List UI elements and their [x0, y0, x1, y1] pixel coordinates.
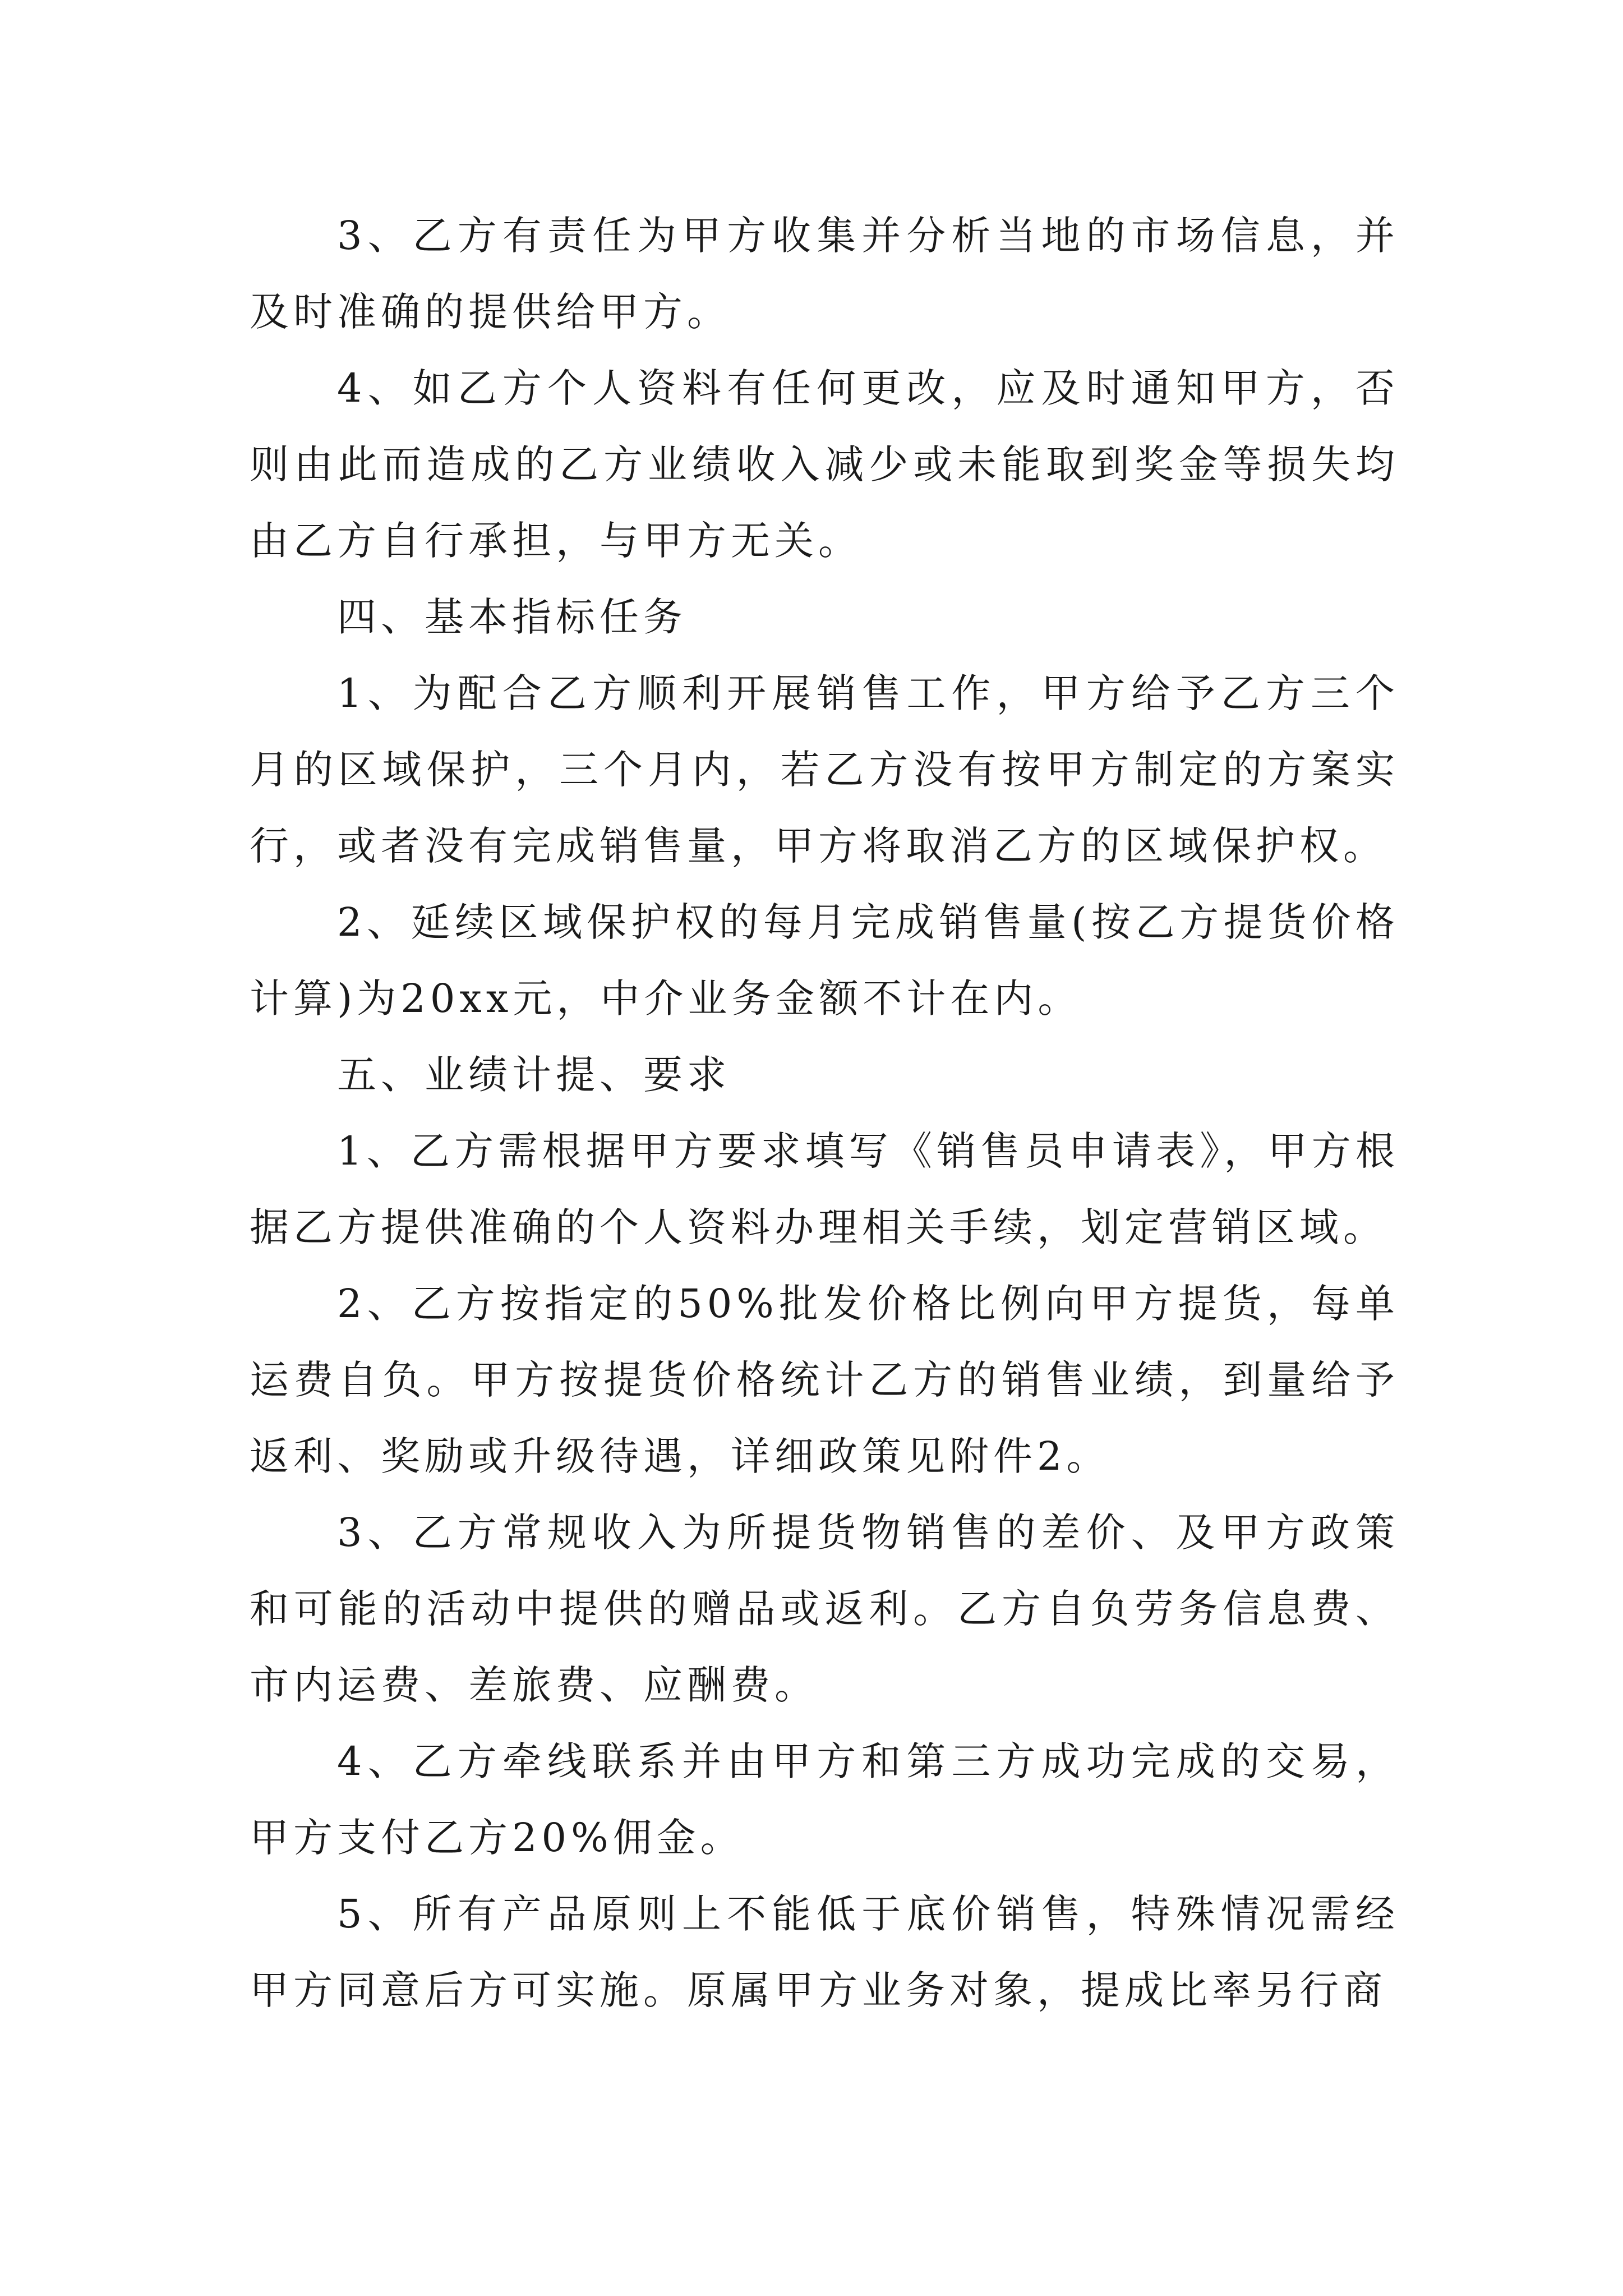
section-heading-5: 五、业绩计提、要求: [337, 1052, 731, 1098]
document-body: [250, 197, 1399, 2028]
paragraph-1-application-form: 1、乙方需根据甲方要求填写《销售员申请表》，甲方根据乙方提供准确的个人资料办理相关手续，划定营销区域。: [250, 1128, 1399, 1250]
paragraph-5-pricing-rule: 5、所有产品原则上不能低于底价销售，特殊情况需经甲方同意后方可实施。原属甲方业务对象，提成比率另行商: [250, 1891, 1399, 2013]
paragraph-1-region-protection: 1、为配合乙方顺利开展销售工作，甲方给予乙方三个月的区域保护，三个月内，若乙方没有按甲方制定的方案实行，或者没有完成销售量，甲方将取消乙方的区域保护权。: [250, 670, 1399, 869]
paragraph-3-regular-income: 3、乙方常规收入为所提货物销售的差价、及甲方政策和可能的活动中提供的赠品或返利。乙方自负劳务信息费、市内运费、差旅费、应酬费。: [250, 1510, 1399, 1708]
section-heading-4: 四、基本指标任务: [337, 594, 687, 640]
paragraph-4-personal-info: 4、如乙方个人资料有任何更改，应及时通知甲方，否则由此而造成的乙方业绩收入减少或未能取到奖金等损失均由乙方自行承担，与甲方无关。: [250, 365, 1399, 564]
paragraph-3-info-collection: 3、乙方有责任为甲方收集并分析当地的市场信息，并及时准确的提供给甲方。: [250, 213, 1399, 335]
paragraph-2-wholesale-price: 2、乙方按指定的50%批发价格比例向甲方提货，每单运费自负。甲方按提货价格统计乙方的销售业绩，到量给予返利、奖励或升级待遇，详细政策见附件2。: [250, 1281, 1399, 1479]
paragraph-2-monthly-sales: 2、延续区域保护权的每月完成销售量(按乙方提货价格计算)为20xx元，中介业务金额不计在内。: [250, 899, 1399, 1022]
paragraph-4-commission: 4、乙方牵线联系并由甲方和第三方成功完成的交易，甲方支付乙方20%佣金。: [250, 1738, 1399, 1861]
